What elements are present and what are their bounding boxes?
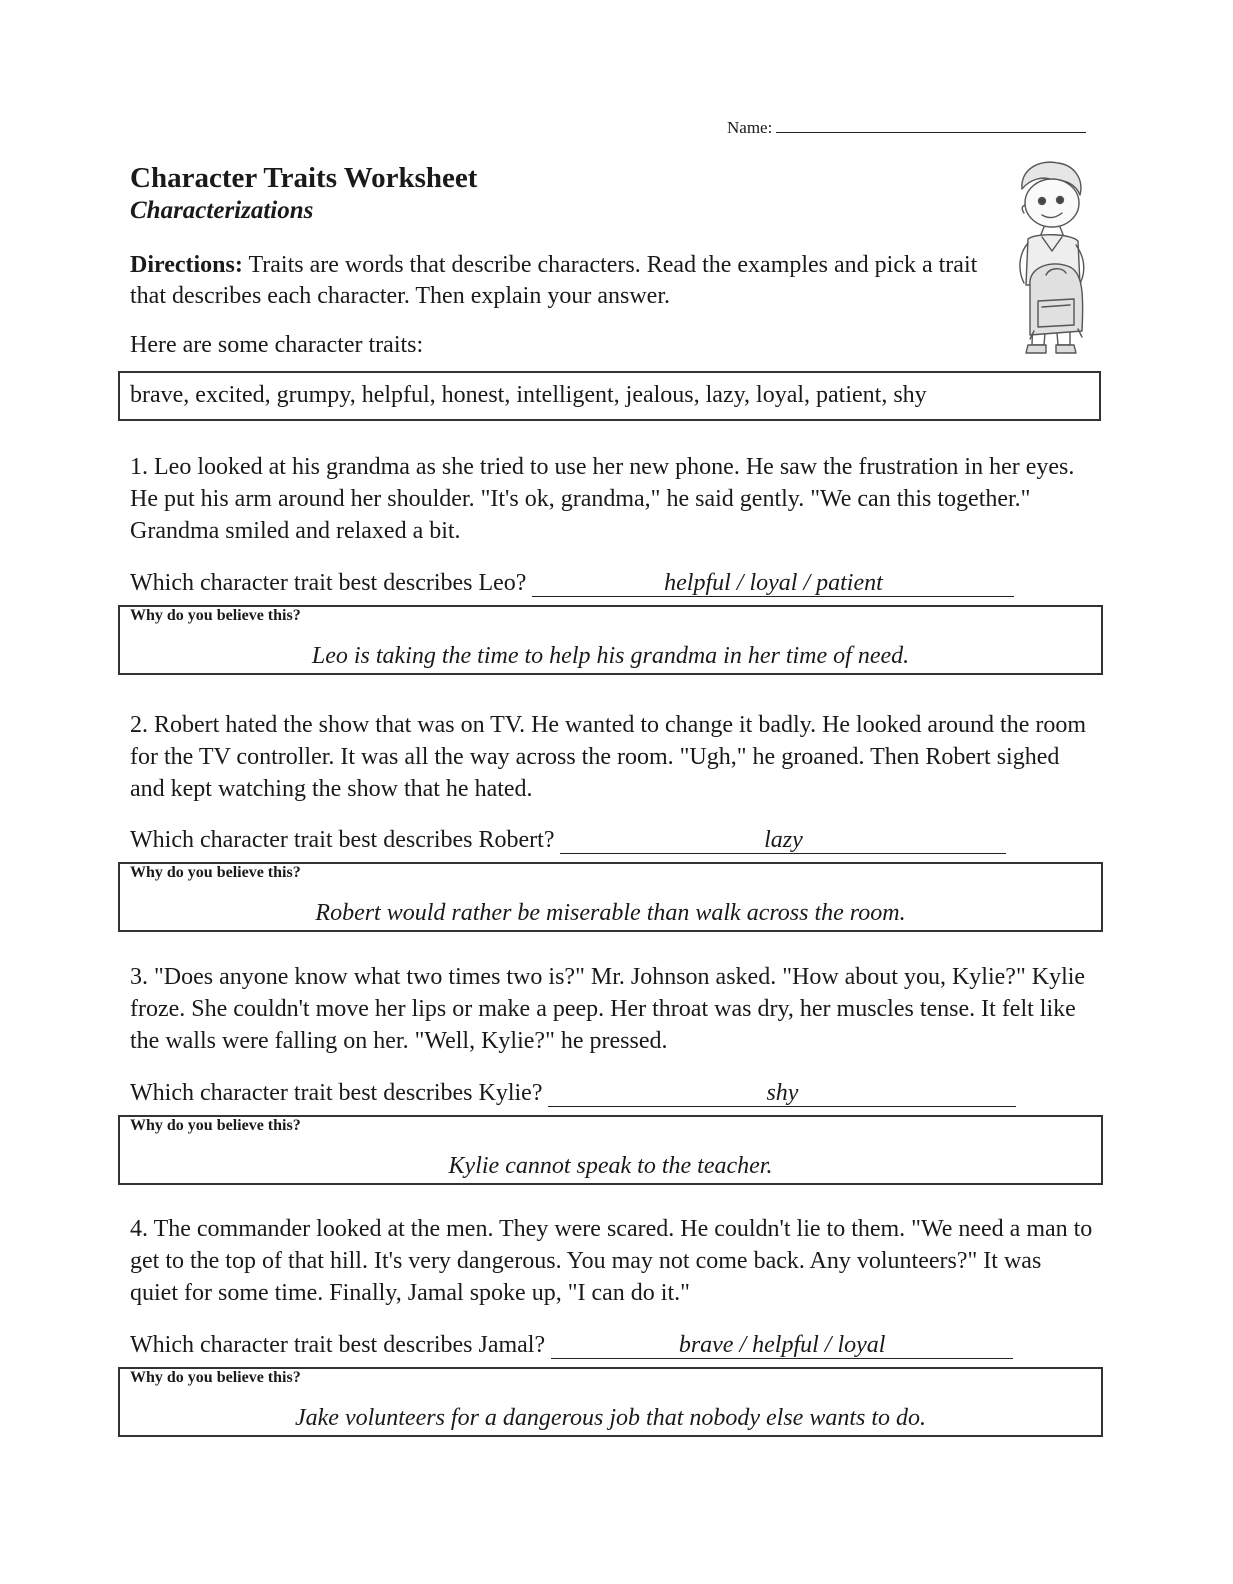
why-box-1[interactable] bbox=[118, 605, 1103, 675]
directions-label: Directions: bbox=[130, 252, 243, 278]
why-label-1: Why do you believe this? bbox=[130, 607, 301, 624]
question-2-text: Which character trait best describes Robert? bbox=[130, 827, 555, 853]
worksheet-title: Character Traits Worksheet bbox=[130, 162, 478, 194]
why-box-3[interactable] bbox=[118, 1115, 1103, 1185]
boy-with-backpack-illustration bbox=[1000, 155, 1100, 367]
passage-2: 2. Robert hated the show that was on TV. He wanted to change it badly. He looked around the room for the TV controller. It was all the way across the room. "Ugh," he groaned. Then Robert sighed and kept watching the show that he hated. bbox=[130, 712, 1087, 802]
name-blank[interactable] bbox=[776, 116, 1086, 133]
name-label: Name: bbox=[727, 118, 773, 137]
directions-body: Traits are words that describe characters. Read the examples and pick a trait that describes each character. Then explain your answer. bbox=[130, 252, 978, 309]
directions-text bbox=[130, 250, 980, 312]
why-label-4: Why do you believe this? bbox=[130, 1369, 301, 1386]
question-1 bbox=[130, 570, 1014, 597]
question-1-text: Which character trait best describes Leo? bbox=[130, 570, 527, 596]
question-3 bbox=[130, 1080, 1016, 1107]
answer-2-field[interactable]: lazy bbox=[560, 827, 1006, 854]
why-answer-4: Jake volunteers for a dangerous job that nobody else wants to do. bbox=[294, 1405, 927, 1431]
passage-1: 1. Leo looked at his grandma as she tried to use her new phone. He saw the frustration in her eyes. He put his arm around her shoulder. "It's ok, grandma," he said gently. "We can this together." Grandma smiled and relaxed a bit. bbox=[130, 454, 1075, 544]
passage-4: 4. The commander looked at the men. They were scared. He couldn't lie to them. "We need a man to get to the top of that hill. It's very dangerous. You may not come back. Any volunteers?" It was quiet for some time. Finally, Jamal spoke up, "I can do it." bbox=[130, 1216, 1093, 1306]
question-4-text: Which character trait best describes Jamal? bbox=[130, 1332, 546, 1358]
answer-3-field[interactable]: shy bbox=[548, 1080, 1016, 1107]
worksheet-subtitle: Characterizations bbox=[130, 197, 314, 224]
traits-box bbox=[118, 371, 1101, 421]
traits-intro: Here are some character traits: bbox=[130, 332, 424, 358]
why-answer-3: Kylie cannot speak to the teacher. bbox=[448, 1153, 773, 1179]
passage-3: 3. "Does anyone know what two times two is?" Mr. Johnson asked. "How about you, Kylie?" Kylie froze. She couldn't move her lips or make a peep. Her throat was dry, her muscles tense. It felt like the walls were falling on her. "Well, Kylie?" he pressed. bbox=[130, 964, 1086, 1054]
why-answer-2: Robert would rather be miserable than walk across the room. bbox=[315, 900, 906, 926]
why-label-2: Why do you believe this? bbox=[130, 864, 301, 881]
name-field[interactable] bbox=[727, 116, 1086, 138]
why-box-2[interactable] bbox=[118, 862, 1103, 932]
question-3-text: Which character trait best describes Kylie? bbox=[130, 1080, 543, 1106]
answer-4-field[interactable]: brave / helpful / loyal bbox=[551, 1332, 1013, 1359]
question-2 bbox=[130, 827, 1006, 854]
why-answer-1: Leo is taking the time to help his grandma in her time of need. bbox=[311, 643, 910, 669]
why-box-4[interactable] bbox=[118, 1367, 1103, 1437]
why-label-3: Why do you believe this? bbox=[130, 1117, 301, 1134]
traits-list: brave, excited, grumpy, helpful, honest, intelligent, jealous, lazy, loyal, patient, shy bbox=[130, 382, 927, 408]
answer-1-field[interactable]: helpful / loyal / patient bbox=[532, 570, 1014, 597]
question-4 bbox=[130, 1332, 1013, 1359]
